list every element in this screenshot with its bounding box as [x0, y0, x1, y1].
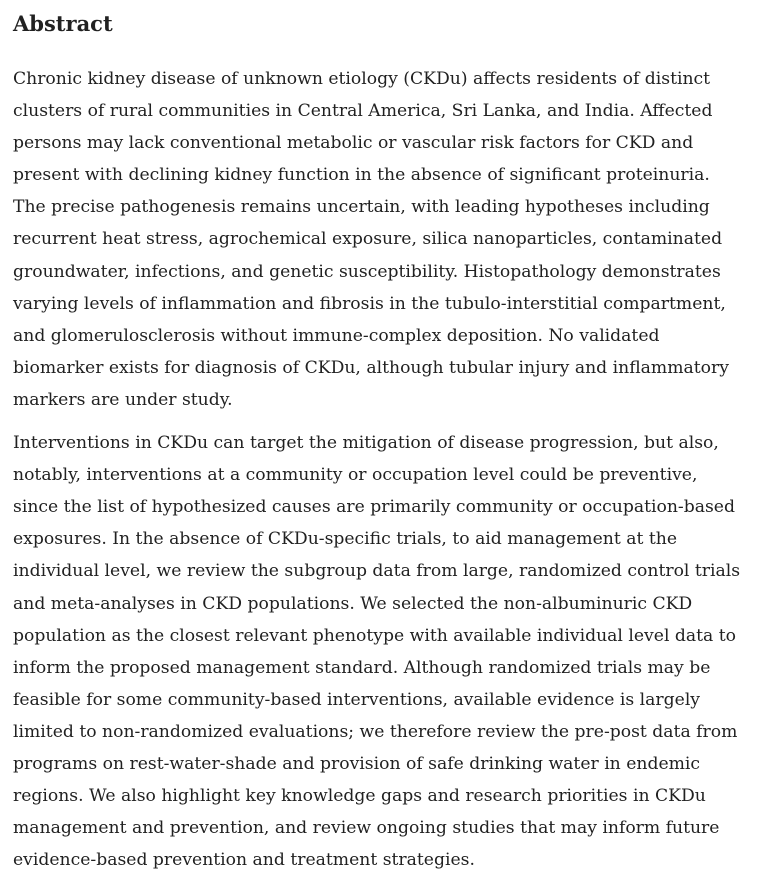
abstract-paragraph-1: Chronic kidney disease of unknown etiology (CKDu) affects residents of distinct clusters of rural communities in Central America, Sri Lanka, and India. Affected persons may lack conventional metabolic or vascular risk factors for CKD and present with declining kidney function in the absence of significant proteinuria. The precise pathogenesis remains uncertain, with leading hypotheses including recurrent heat stress, agrochemical exposure, silica nanoparticles, contaminated groundwater, infections, and genetic susceptibility. Histopathology demonstrates varying levels of inflammation and fibrosis in the tubulo-interstitial compartment, and glomerulosclerosis without immune-complex deposition. No validated biomarker exists for diagnosis of CKDu, although tubular injury and inflammatory markers are under study. — [13, 69, 729, 410]
abstract-paragraph-2: Interventions in CKDu can target the mitigation of disease progression, but also, notably, interventions at a community or occupation level could be preventive, since the list of hypothesized causes are primarily community or occupation-based exposures. In the absence of CKDu-specific trials, to aid management at the individual level, we review the subgroup data from large, randomized control trials and meta-analyses in CKD populations. We selected the non-albuminuric CKD population as the closest relevant phenotype with available individual level data to inform the proposed management standard. Although randomized trials may be feasible for some community-based interventions, available evidence is largely limited to non-randomized evaluations; we therefore review the pre-post data from programs on rest-water-shade and provision of safe drinking water in endemic regions. We also highlight key knowledge gaps and research priorities in CKDu management and prevention, and review ongoing studies that may inform future evidence-based prevention and treatment strategies. — [13, 433, 741, 871]
abstract-heading: Abstract — [13, 11, 113, 36]
